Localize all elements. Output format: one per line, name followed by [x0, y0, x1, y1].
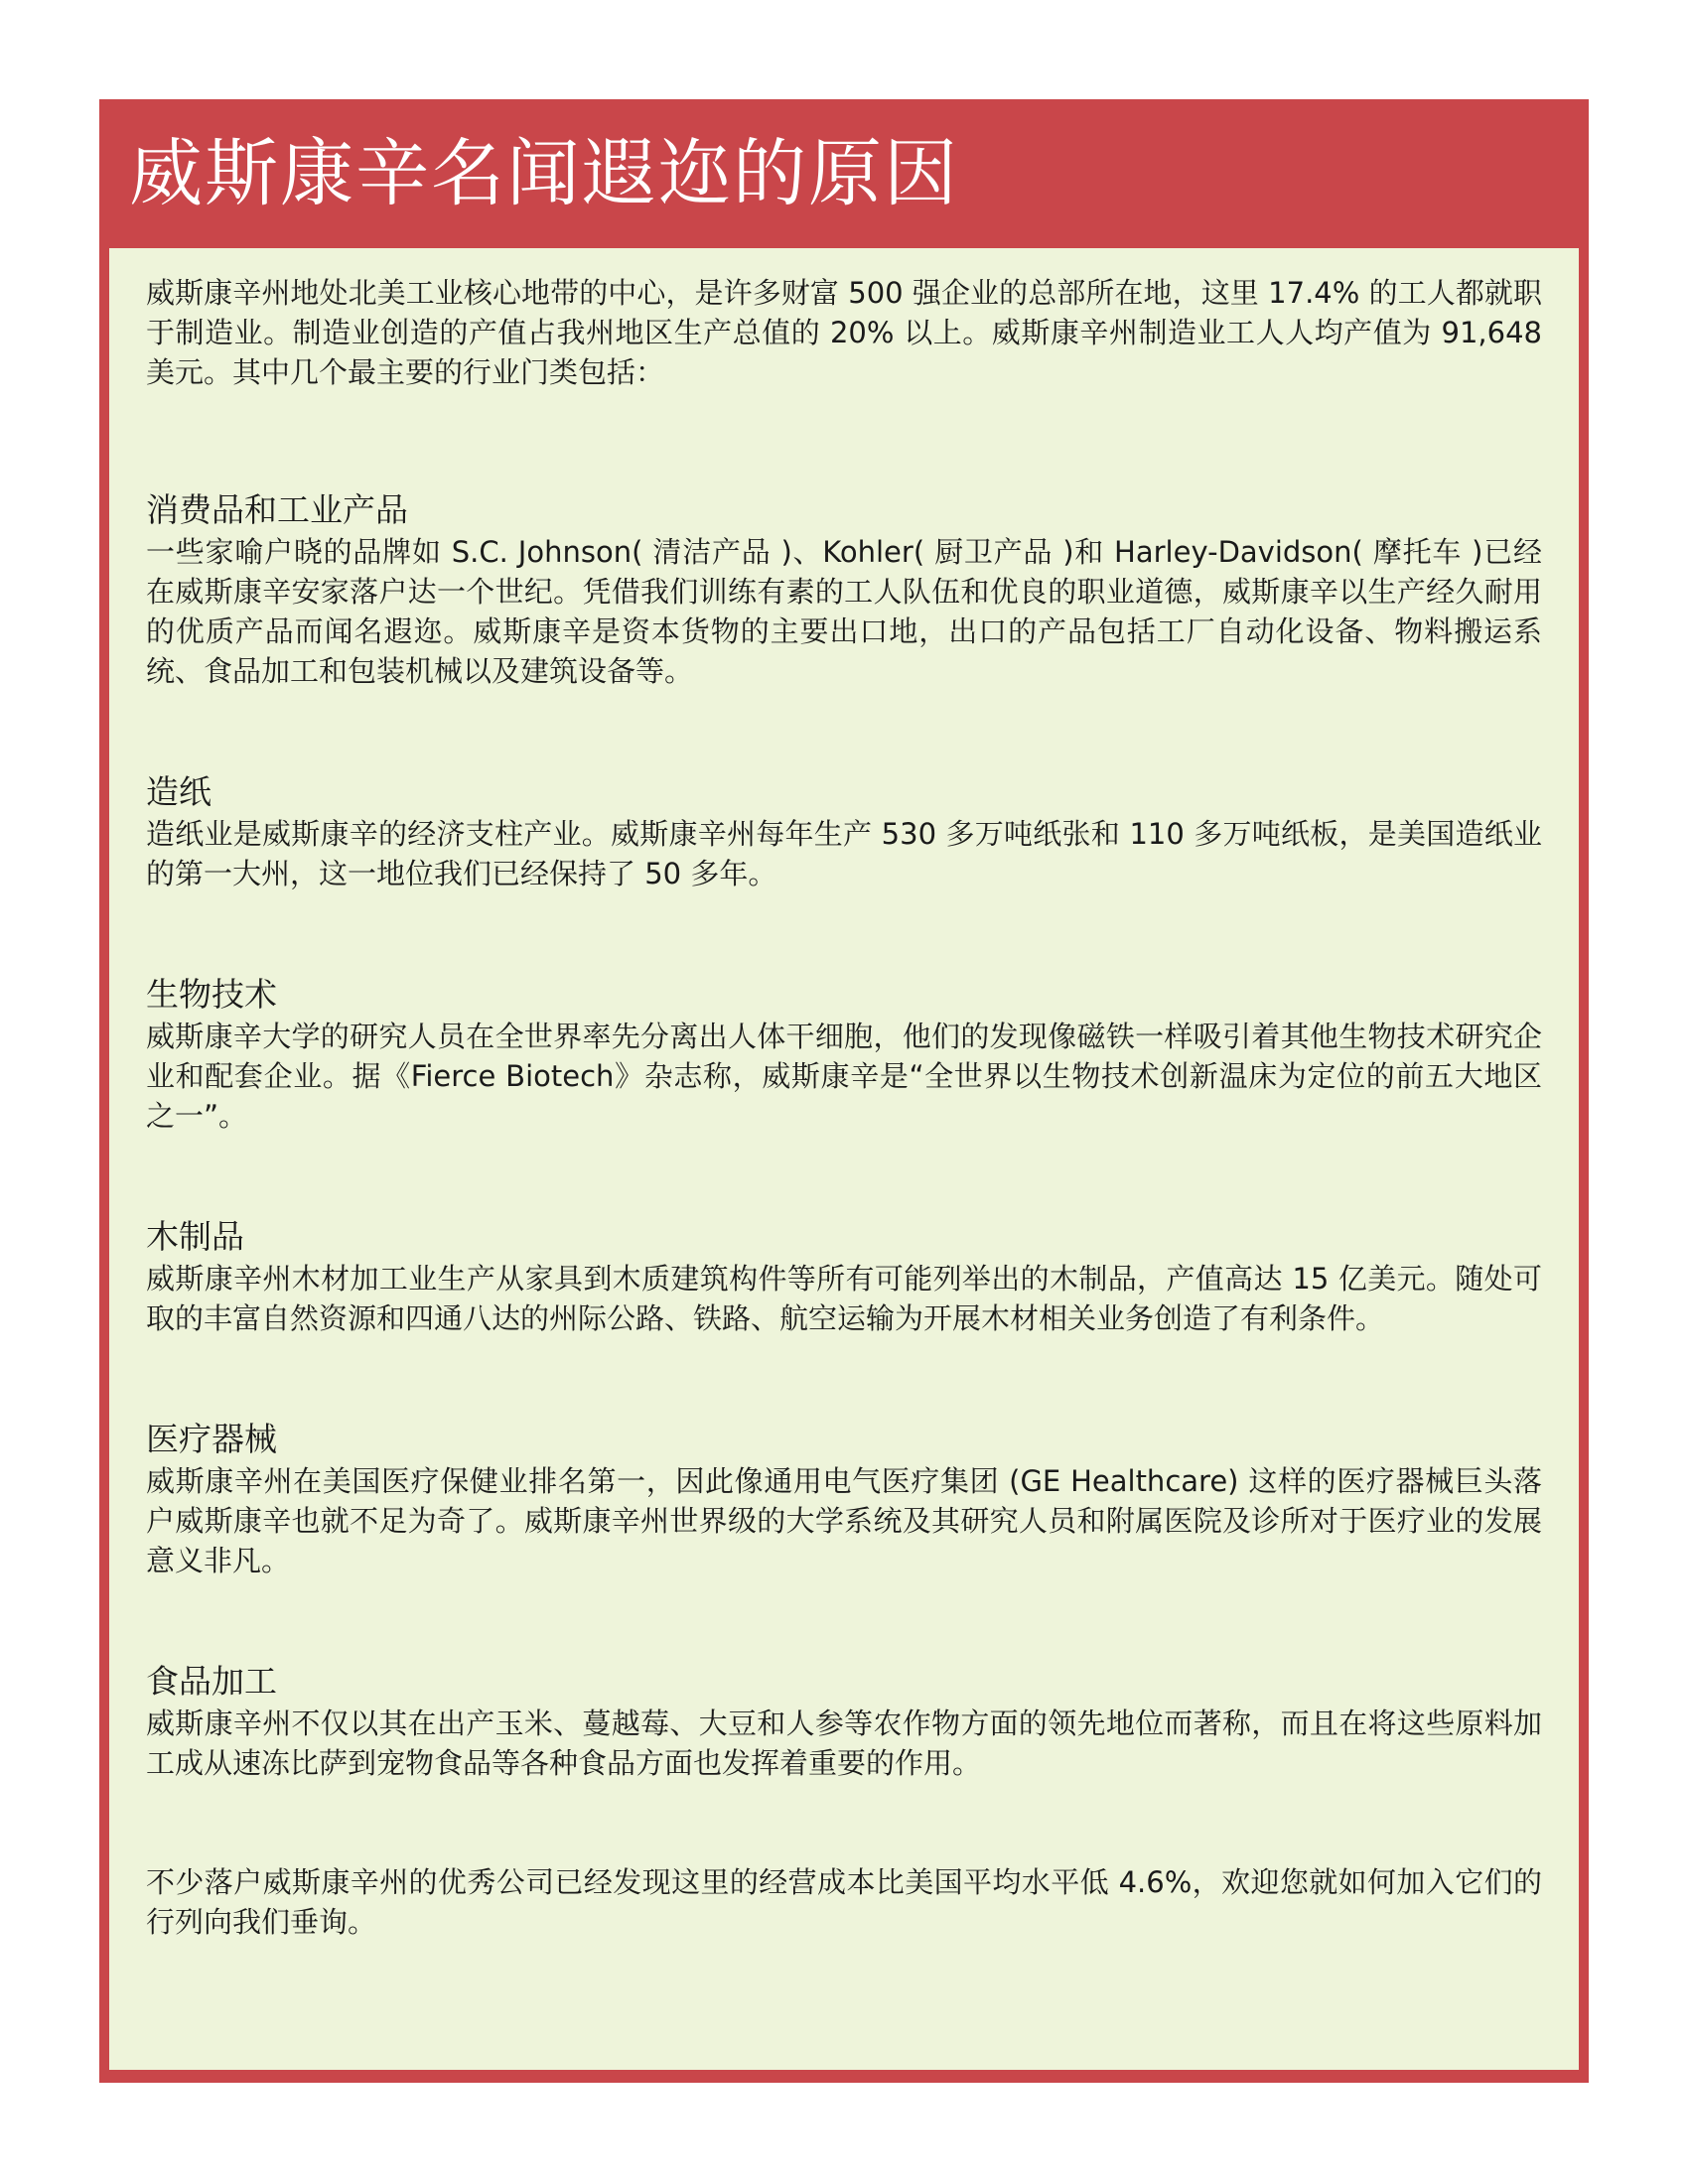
section-heading: 消费品和工业产品 — [146, 490, 408, 529]
section-body: 威斯康辛州在美国医疗保健业排名第一，因此像通用电气医疗集团 (GE Healthcare) 这样的医疗器械巨头落户威斯康辛也就不足为奇了。威斯康辛州世界级的大学系统及其研究人员和附属医院及诊所对于医疗业的发展意义非凡。 — [146, 1464, 1542, 1577]
section-paper — [146, 770, 1542, 893]
section-body: 威斯康辛大学的研究人员在全世界率先分离出人体干细胞，他们的发现像磁铁一样吸引着其他生物技术研究企业和配套企业。据《Fierce Biotech》杂志称，威斯康辛是“全世界以生物技术创新温床为定位的前五大地区之一”。 — [146, 1020, 1542, 1133]
section-body: 威斯康辛州木材加工业生产从家具到木质建筑构件等所有可能列举出的木制品，产值高达 15 亿美元。随处可取的丰富自然资源和四通八达的州际公路、铁路、航空运输为开展木材相关业务创造了有利条件。 — [146, 1262, 1542, 1335]
section-wood-products — [146, 1215, 1542, 1338]
section-body: 一些家喻户晓的品牌如 S.C. Johnson( 清洁产品 )、Kohler( 厨卫产品 )和 Harley-Davidson( 摩托车 )已经在威斯康辛安家落户达一个世纪。凭借我们训练有素的工人队伍和优良的职业道德，威斯康辛以生产经久耐用的优质产品而闻名遐迩。威斯康辛是资本货物的主要出口地，出口的产品包括工厂自动化设备、物料搬运系统、食品加工和包装机械以及建筑设备等。 — [146, 535, 1542, 688]
section-heading: 生物技术 — [146, 975, 277, 1014]
section-biotechnology — [146, 973, 1542, 1136]
section-body: 威斯康辛州不仅以其在出产玉米、蔓越莓、大豆和人参等农作物方面的领先地位而著称，而且在将这些原料加工成从速冻比萨到宠物食品等各种食品方面也发挥着重要的作用。 — [146, 1706, 1542, 1780]
section-medical-devices — [146, 1418, 1542, 1580]
page-title: 威斯康辛名闻遐迩的原因 — [129, 131, 959, 216]
intro-paragraph: 威斯康辛州地处北美工业核心地带的中心，是许多财富 500 强企业的总部所在地，这里 17.4% 的工人都就职于制造业。制造业创造的产值占我州地区生产总值的 20% 以上。威斯康辛州制造业工人人均产值为 91,648美元。其中几个最主要的行业门类包括： — [146, 276, 1542, 389]
section-food-processing — [146, 1660, 1542, 1783]
section-heading: 木制品 — [146, 1217, 244, 1256]
section-heading: 食品加工 — [146, 1662, 277, 1701]
section-body: 造纸业是威斯康辛的经济支柱产业。威斯康辛州每年生产 530 多万吨纸张和 110 多万吨纸板，是美国造纸业的第一大州，这一地位我们已经保持了 50 多年。 — [146, 817, 1542, 890]
content-panel — [109, 248, 1579, 2070]
section-heading: 医疗器械 — [146, 1420, 277, 1458]
page-frame — [99, 99, 1589, 2083]
section-consumer-industrial-products — [146, 488, 1542, 691]
section-heading: 造纸 — [146, 772, 211, 811]
closing-paragraph: 不少落户威斯康辛州的优秀公司已经发现这里的经营成本比美国平均水平低 4.6%，欢迎您就如何加入它们的行列向我们垂询。 — [146, 1865, 1542, 1939]
